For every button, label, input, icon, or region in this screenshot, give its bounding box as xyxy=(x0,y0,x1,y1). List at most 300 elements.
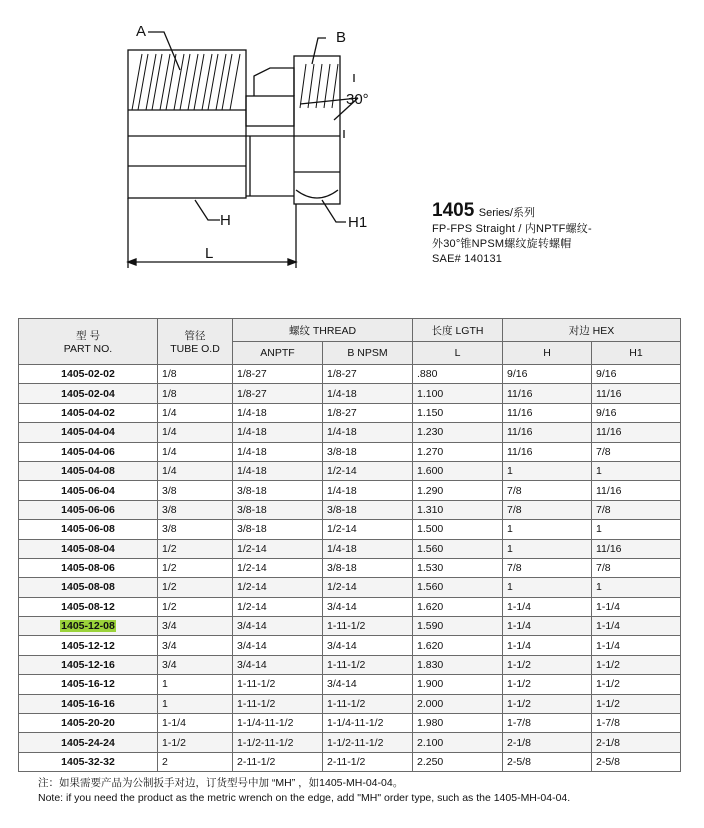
table-cell xyxy=(233,694,323,713)
table-cell xyxy=(233,500,323,519)
table-cell xyxy=(592,461,681,480)
part-number-cell xyxy=(19,578,158,597)
table-cell xyxy=(413,365,503,384)
table-cell xyxy=(413,558,503,577)
series-description-line1: FP-FPS Straight / 内NPTF螺纹- xyxy=(432,223,592,235)
label-b: B xyxy=(336,29,347,46)
part-number: 1405-12-16 xyxy=(61,659,115,672)
cell-value: 3/4-14 xyxy=(327,639,357,652)
cell-value: 1.980 xyxy=(417,717,444,730)
table-row xyxy=(19,520,681,539)
table-cell xyxy=(158,617,233,636)
cell-value: 1-1/2-11-1/2 xyxy=(327,736,384,749)
table-cell xyxy=(413,714,503,733)
table-cell xyxy=(323,442,413,461)
cell-value: 1/4-18 xyxy=(327,387,357,400)
table-row xyxy=(19,442,681,461)
part-number: 1405-08-06 xyxy=(61,562,115,575)
table-cell xyxy=(503,500,592,519)
order-note-cn: 注：如果需要产品为公制扳手对边，订货型号中加 “MH” ，如1405-MH-04-04。 xyxy=(38,777,404,789)
table-cell xyxy=(503,442,592,461)
cell-value: 2.000 xyxy=(417,697,444,710)
part-number-cell xyxy=(19,403,158,422)
series-info xyxy=(432,200,692,267)
table-cell xyxy=(413,597,503,616)
cell-value: 11/16 xyxy=(596,426,622,439)
cell-value: 1/2-14 xyxy=(327,581,357,594)
cell-value: 2-5/8 xyxy=(507,756,531,768)
swivel-nut xyxy=(294,56,340,204)
internal-thread-left xyxy=(132,54,240,110)
table-cell xyxy=(592,442,681,461)
table-cell xyxy=(413,384,503,403)
cell-value: 1 xyxy=(507,542,513,555)
cone-seat xyxy=(254,68,294,96)
series-number: 1405 xyxy=(432,200,475,221)
cell-value: 1.230 xyxy=(417,426,444,439)
table-cell xyxy=(158,752,233,771)
cell-value: 1-1/2 xyxy=(507,697,531,710)
cell-value: 1-11-1/2 xyxy=(327,659,366,672)
table-cell xyxy=(323,636,413,655)
cell-value: 1/4-18 xyxy=(237,426,267,439)
table-row xyxy=(19,733,681,752)
part-number-cell xyxy=(19,520,158,539)
table-cell xyxy=(592,403,681,422)
table-row xyxy=(19,539,681,558)
table-cell xyxy=(233,714,323,733)
table-cell xyxy=(158,442,233,461)
part-number: 1405-04-04 xyxy=(61,426,115,439)
table-cell xyxy=(413,636,503,655)
table-row xyxy=(19,636,681,655)
table-cell xyxy=(592,558,681,577)
table-cell xyxy=(233,384,323,403)
table-cell xyxy=(413,617,503,636)
table-cell xyxy=(233,655,323,674)
label-l: L xyxy=(205,245,214,262)
table-row xyxy=(19,694,681,713)
cell-value: 2-5/8 xyxy=(596,756,620,768)
part-number: 1405-24-24 xyxy=(61,736,115,749)
cell-value: 1 xyxy=(596,523,602,536)
table-cell xyxy=(503,461,592,480)
part-number: 1405-12-12 xyxy=(61,639,115,652)
cell-value: 1.290 xyxy=(417,484,444,497)
table-cell xyxy=(233,365,323,384)
table-cell xyxy=(592,752,681,771)
header-length: 长度 LGTH xyxy=(413,319,503,342)
cell-value: 3/8-18 xyxy=(327,562,357,575)
cell-value: 7/8 xyxy=(507,503,522,516)
part-number: 1405-04-06 xyxy=(61,445,115,458)
table-cell xyxy=(233,578,323,597)
part-number: 1405-32-32 xyxy=(61,756,115,768)
cell-value: 11/16 xyxy=(596,387,622,400)
cell-value: 1-11-1/2 xyxy=(237,678,276,691)
cell-value: 1 xyxy=(596,465,602,478)
table-cell xyxy=(233,597,323,616)
part-number-cell xyxy=(19,539,158,558)
cell-value: 1/4 xyxy=(162,465,177,478)
table-cell xyxy=(233,403,323,422)
cell-value: 9/16 xyxy=(596,406,617,419)
part-number: 1405-04-08 xyxy=(61,465,115,478)
table-cell xyxy=(158,481,233,500)
cell-value: 11/16 xyxy=(507,426,533,439)
table-cell xyxy=(503,423,592,442)
table-cell xyxy=(323,365,413,384)
header-hex-h1: H1 xyxy=(592,342,681,365)
cell-value: 9/16 xyxy=(507,368,528,381)
part-number: 1405-08-08 xyxy=(61,581,115,594)
cell-value: 2 xyxy=(162,756,168,768)
table-cell xyxy=(323,481,413,500)
cell-value: 1-1/4-11-1/2 xyxy=(237,717,294,730)
cell-value: 1.560 xyxy=(417,581,444,594)
table-cell xyxy=(323,539,413,558)
table-cell xyxy=(413,403,503,422)
table-cell xyxy=(413,733,503,752)
cell-value: 1.500 xyxy=(417,523,444,536)
table-cell xyxy=(592,500,681,519)
table-cell xyxy=(592,365,681,384)
cell-value: 1/8-27 xyxy=(237,368,267,381)
table-row xyxy=(19,403,681,422)
table-cell xyxy=(323,714,413,733)
neck xyxy=(246,96,294,126)
header-part-no: 型 号 PART NO. xyxy=(19,319,158,365)
table-cell xyxy=(323,384,413,403)
cell-value: 1/4-18 xyxy=(327,542,357,555)
table-row xyxy=(19,655,681,674)
part-number-cell xyxy=(19,384,158,403)
table-cell xyxy=(592,617,681,636)
cell-value: 3/4 xyxy=(162,620,177,633)
cell-value: 1/2-14 xyxy=(327,523,357,536)
cell-value: 1-1/2 xyxy=(596,678,620,691)
header-bnpsm: B NPSM xyxy=(323,342,413,365)
cell-value: 1-1/4-11-1/2 xyxy=(327,717,384,730)
cell-value: 1.310 xyxy=(417,503,444,516)
table-cell xyxy=(323,733,413,752)
cell-value: 3/8 xyxy=(162,484,177,497)
cell-value: 1/4-18 xyxy=(237,465,267,478)
part-number-cell xyxy=(19,500,158,519)
part-number: 1405-20-20 xyxy=(61,717,115,730)
table-row xyxy=(19,617,681,636)
table-cell xyxy=(503,365,592,384)
table-cell xyxy=(323,461,413,480)
cell-value: 11/16 xyxy=(507,445,533,458)
part-number: 1405-08-12 xyxy=(61,600,115,613)
cell-value: 1.590 xyxy=(417,620,444,633)
part-number-cell xyxy=(19,597,158,616)
table-cell xyxy=(158,520,233,539)
cell-value: 1/8 xyxy=(162,368,177,381)
cell-value: 3/4-14 xyxy=(237,659,267,672)
table-cell xyxy=(592,694,681,713)
cell-value: 1/4-18 xyxy=(327,484,357,497)
cell-value: 1/4 xyxy=(162,426,177,439)
cell-value: 1-1/2 xyxy=(507,659,531,672)
part-number: 1405-02-02 xyxy=(61,368,115,381)
table-row xyxy=(19,675,681,694)
table-row xyxy=(19,365,681,384)
cell-value: 7/8 xyxy=(507,562,522,575)
header-hex: 对边 HEX xyxy=(503,319,681,342)
cell-value: 3/4-14 xyxy=(237,639,267,652)
table-cell xyxy=(323,655,413,674)
cell-value: 1.150 xyxy=(417,406,444,419)
table-cell xyxy=(503,597,592,616)
table-cell xyxy=(413,655,503,674)
table-cell xyxy=(233,520,323,539)
cell-value: 1 xyxy=(596,581,602,594)
table-cell xyxy=(158,675,233,694)
part-number: 1405-12-08 xyxy=(61,620,115,633)
table-cell xyxy=(323,675,413,694)
cell-value: 1-1/4 xyxy=(596,600,620,613)
cell-value: 1-1/4 xyxy=(596,639,620,652)
cell-value: 7/8 xyxy=(507,484,522,497)
part-number: 1405-06-08 xyxy=(61,523,115,536)
cell-value: 1/8-27 xyxy=(327,406,357,419)
cell-value: 7/8 xyxy=(596,445,611,458)
table-cell xyxy=(158,558,233,577)
part-number-cell xyxy=(19,636,158,655)
table-cell xyxy=(233,442,323,461)
cell-value: 1/2-14 xyxy=(237,542,267,555)
table-cell xyxy=(158,694,233,713)
table-cell xyxy=(413,481,503,500)
table-cell xyxy=(158,403,233,422)
part-number-cell xyxy=(19,442,158,461)
cell-value: 11/16 xyxy=(596,484,622,497)
table-cell xyxy=(592,655,681,674)
cell-value: 3/4-14 xyxy=(327,678,357,691)
part-number: 1405-16-16 xyxy=(61,697,115,710)
table-cell xyxy=(233,675,323,694)
cell-value: 1-7/8 xyxy=(507,717,531,730)
part-number: 1405-08-04 xyxy=(61,542,115,555)
cell-value: 2.100 xyxy=(417,736,444,749)
cell-value: 1-11-1/2 xyxy=(327,620,366,633)
cell-value: 1.830 xyxy=(417,659,444,672)
header-hex-h: H xyxy=(503,342,592,365)
order-note xyxy=(38,776,570,806)
table-cell xyxy=(413,675,503,694)
part-number: 1405-04-02 xyxy=(61,406,115,419)
table-cell xyxy=(158,500,233,519)
cell-value: 1/2 xyxy=(162,562,177,575)
table-cell xyxy=(233,617,323,636)
cell-value: 3/4 xyxy=(162,659,177,672)
part-number-cell xyxy=(19,655,158,674)
table-row xyxy=(19,500,681,519)
table-cell xyxy=(413,578,503,597)
cell-value: 1/8 xyxy=(162,387,177,400)
table-cell xyxy=(503,733,592,752)
table-cell xyxy=(503,636,592,655)
table-cell xyxy=(503,752,592,771)
header-length-sub: L xyxy=(413,342,503,365)
cell-value: 1-1/2 xyxy=(162,736,186,749)
cell-value: 2.250 xyxy=(417,756,444,768)
cell-value: 1.100 xyxy=(417,387,444,400)
cell-value: 3/8-18 xyxy=(327,503,357,516)
table-cell xyxy=(158,714,233,733)
cell-value: 1/4 xyxy=(162,406,177,419)
table-cell xyxy=(503,558,592,577)
table-cell xyxy=(323,752,413,771)
table-cell xyxy=(592,597,681,616)
cell-value: 1/2-14 xyxy=(237,600,267,613)
table-cell xyxy=(592,384,681,403)
cell-value: 3/8 xyxy=(162,523,177,536)
series-sae-number: SAE# 140131 xyxy=(432,253,503,265)
cell-value: 3/8-18 xyxy=(237,523,267,536)
table-cell xyxy=(413,539,503,558)
table-row xyxy=(19,578,681,597)
cell-value: 1.600 xyxy=(417,465,444,478)
cell-value: 1/2 xyxy=(162,600,177,613)
cell-value: 1.530 xyxy=(417,562,444,575)
series-description-line2: 外30°锥NPSM螺纹旋转螺帽 xyxy=(432,238,572,250)
table-cell xyxy=(503,694,592,713)
table-cell xyxy=(503,539,592,558)
table-cell xyxy=(233,481,323,500)
cell-value: 1.900 xyxy=(417,678,444,691)
cell-value: 1-1/4 xyxy=(507,620,531,633)
cell-value: 1-11-1/2 xyxy=(327,697,366,710)
table-cell xyxy=(323,617,413,636)
cell-value: 1-1/4 xyxy=(596,620,620,633)
part-number-cell xyxy=(19,733,158,752)
cell-value: 7/8 xyxy=(596,503,611,516)
cell-value: 11/16 xyxy=(507,406,533,419)
table-cell xyxy=(413,694,503,713)
part-number-cell xyxy=(19,423,158,442)
cell-value: 1/2-14 xyxy=(237,562,267,575)
table-cell xyxy=(323,423,413,442)
table-cell xyxy=(233,752,323,771)
order-note-en: Note: if you need the product as the metric wrench on the edge, add "MH" order type, such as the 1405-MH-04-04. xyxy=(38,792,571,804)
table-cell xyxy=(592,539,681,558)
part-number-cell xyxy=(19,675,158,694)
cell-value: 2-1/8 xyxy=(507,736,531,749)
cell-value: 2-11-1/2 xyxy=(327,756,366,768)
table-cell xyxy=(158,597,233,616)
cell-value: 3/8-18 xyxy=(327,445,357,458)
table-cell xyxy=(233,423,323,442)
table-cell xyxy=(158,365,233,384)
table-cell xyxy=(592,733,681,752)
part-number: 1405-02-04 xyxy=(61,387,115,400)
table-cell xyxy=(592,675,681,694)
part-number-cell xyxy=(19,714,158,733)
table-row xyxy=(19,714,681,733)
label-angle: 30° xyxy=(346,91,369,108)
cell-value: 1/4 xyxy=(162,445,177,458)
spec-table xyxy=(18,318,681,772)
table-cell xyxy=(158,423,233,442)
table-row xyxy=(19,558,681,577)
table-cell xyxy=(158,384,233,403)
series-suffix: Series/系列 xyxy=(478,207,535,219)
table-cell xyxy=(413,461,503,480)
table-row xyxy=(19,384,681,403)
table-cell xyxy=(503,578,592,597)
cell-value: 1-1/2 xyxy=(596,659,620,672)
table-cell xyxy=(503,617,592,636)
table-cell xyxy=(413,520,503,539)
cell-value: 3/4 xyxy=(162,639,177,652)
cell-value: 11/16 xyxy=(596,542,622,555)
table-cell xyxy=(592,423,681,442)
table-cell xyxy=(158,539,233,558)
table-row xyxy=(19,423,681,442)
table-cell xyxy=(503,520,592,539)
header-tube-od: 管径 TUBE O.D xyxy=(158,319,233,365)
cell-value: 3/4-14 xyxy=(237,620,267,633)
table-cell xyxy=(413,752,503,771)
part-number-cell xyxy=(19,365,158,384)
cell-value: 1/8-27 xyxy=(237,387,267,400)
cell-value: 1/2 xyxy=(162,581,177,594)
table-cell xyxy=(233,733,323,752)
table-row xyxy=(19,461,681,480)
cell-value: 2-11-1/2 xyxy=(237,756,276,768)
cell-value: 3/8-18 xyxy=(237,484,267,497)
cell-value: 3/8-18 xyxy=(237,503,267,516)
cell-value: 1 xyxy=(507,523,513,536)
part-number-cell xyxy=(19,558,158,577)
table-cell xyxy=(323,578,413,597)
table-cell xyxy=(323,520,413,539)
table-cell xyxy=(503,714,592,733)
part-number-cell xyxy=(19,694,158,713)
header-thread: 螺纹 THREAD xyxy=(233,319,413,342)
table-cell xyxy=(413,442,503,461)
table-cell xyxy=(158,655,233,674)
table-cell xyxy=(323,500,413,519)
table-cell xyxy=(592,520,681,539)
cell-value: 1.620 xyxy=(417,600,444,613)
label-h1: H1 xyxy=(348,214,368,231)
cell-value: 11/16 xyxy=(507,387,533,400)
part-number-cell xyxy=(19,752,158,771)
cell-value: 1-11-1/2 xyxy=(237,697,276,710)
cell-value: 1/2-14 xyxy=(237,581,267,594)
table-cell xyxy=(158,578,233,597)
cell-value: .880 xyxy=(417,368,438,381)
cell-value: 7/8 xyxy=(596,562,611,575)
cell-value: 1 xyxy=(507,465,513,478)
table-cell xyxy=(503,384,592,403)
cell-value: 2-1/8 xyxy=(596,736,620,749)
table-cell xyxy=(592,481,681,500)
cell-value: 1 xyxy=(507,581,513,594)
table-cell xyxy=(233,539,323,558)
cell-value: 1/8-27 xyxy=(327,368,357,381)
cell-value: 1/4-18 xyxy=(237,445,267,458)
table-cell xyxy=(503,481,592,500)
cell-value: 1.560 xyxy=(417,542,444,555)
cell-value: 3/4-14 xyxy=(327,600,357,613)
table-cell xyxy=(413,423,503,442)
cell-value: 9/16 xyxy=(596,368,617,381)
